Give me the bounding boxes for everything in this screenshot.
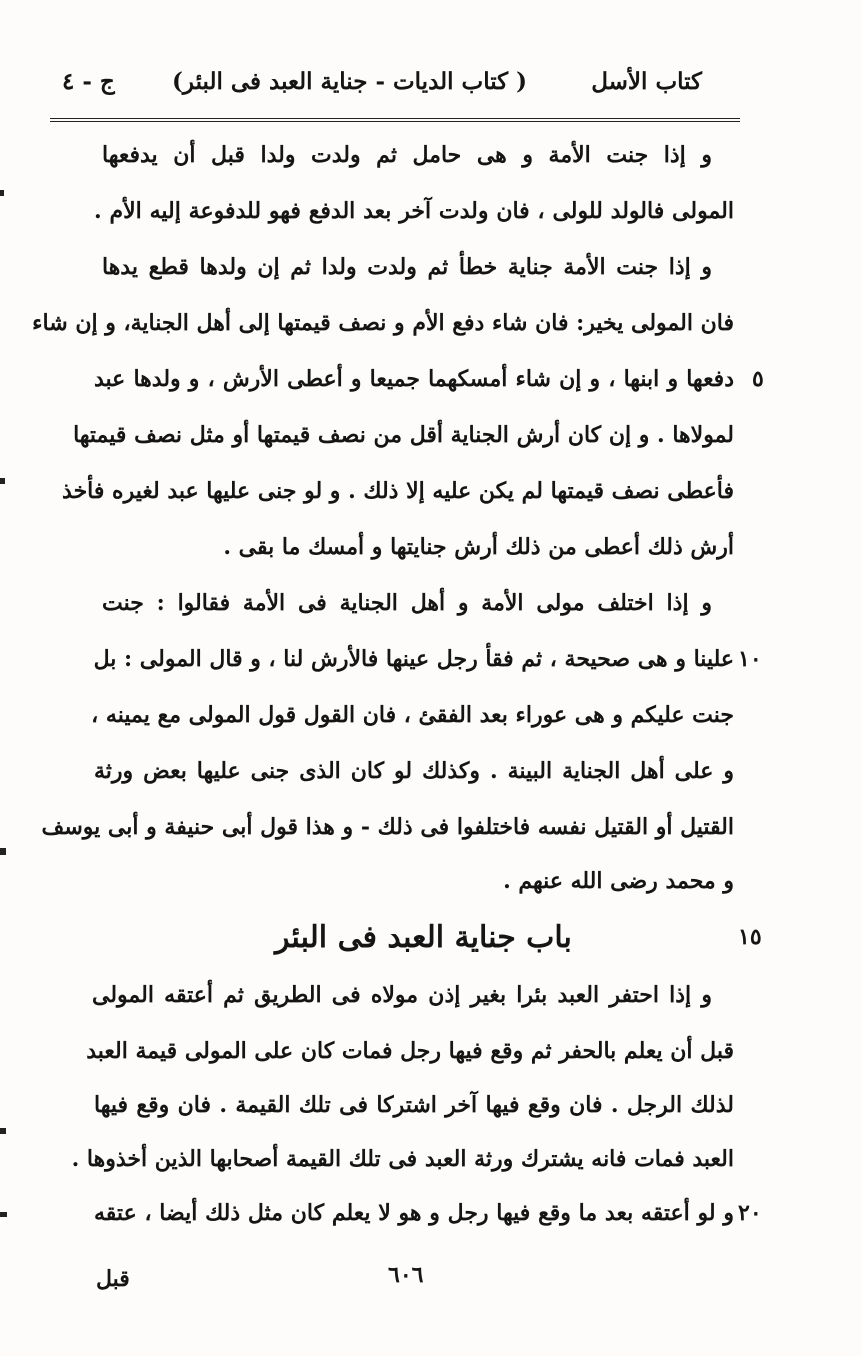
page-number: ٦٠٦ <box>388 1262 424 1288</box>
line-number-10: ١٠ <box>738 646 762 672</box>
text-line-9: و إذا اختلف مولى الأمة و أهل الجناية فى الأمة فقالوا : جنت <box>102 590 712 616</box>
text-line-13: القتيل أو القتيل نفسه فاختلفوا فى ذلك - و هذا قول أبى حنيفة و أبى يوسف <box>41 814 734 840</box>
text-line-11: جنت عليكم و هى عوراء بعد الفقئ ، فان القول قول المولى مع يمينه ، <box>91 702 734 728</box>
scan-mark <box>0 478 5 484</box>
text-line-10: علينا و هى صحيحة ، ثم فقأ رجل عينها فالأرش لنا ، و قال المولى : بل <box>93 646 734 672</box>
scan-mark <box>0 1128 6 1134</box>
scan-mark <box>0 848 6 855</box>
text-line-1: و إذا جنت الأمة و هى حامل ثم ولدت ولدا قبل أن يدفعها <box>102 142 712 168</box>
section-line-3: لذلك الرجل . فان وقع فيها آخر اشتركا فى تلك القيمة . فان وقع فيها <box>94 1092 734 1118</box>
line-number-20: ٢٠ <box>738 1200 762 1226</box>
section-title: باب جناية العبد فى البئر <box>275 920 572 955</box>
header-volume: ج - ٤ <box>62 68 115 95</box>
line-number-15: ١٥ <box>738 924 762 950</box>
line-number-5: ٥ <box>752 366 764 392</box>
text-line-4: فان المولى يخير: فان شاء دفع الأم و نصف قيمتها إلى أهل الجناية، و إن شاء <box>32 310 734 336</box>
scan-mark <box>0 190 4 196</box>
text-line-6: لمولاها . و إن كان أرش الجناية أقل من نصف قيمتها أو مثل نصف قيمتها <box>73 422 734 448</box>
catchword: قبل <box>96 1266 130 1292</box>
header-chapter-title: ( كتاب الديات - جناية العبد فى البئر) <box>172 68 527 95</box>
text-line-14: و محمد رضى الله عنهم . <box>503 868 734 894</box>
section-line-5: و لو أعتقه بعد ما وقع فيها رجل و هو لا يعلم كان مثل ذلك أيضا ، عتقه <box>94 1200 734 1226</box>
section-line-2: قبل أن يعلم بالحفر ثم وقع فيها رجل فمات كان على المولى قيمة العبد <box>86 1038 734 1064</box>
text-line-8: أرش ذلك أعطى من ذلك أرش جنايتها و أمسك ما بقى . <box>223 534 734 560</box>
text-line-12: و على أهل الجناية البينة . وكذلك لو كان الذى جنى عليها بعض ورثة <box>94 758 734 784</box>
text-line-2: المولى فالولد للولى ، فان ولدت آخر بعد الدفع فهو للدفوعة إليه الأم . <box>94 198 734 224</box>
section-line-4: العبد فمات فانه يشترك ورثة العبد فى تلك القيمة أصحابها الذين أخذوها . <box>71 1146 734 1172</box>
section-line-1: و إذا احتفر العبد بئرا بغير إذن مولاه فى الطريق ثم أعتقه المولى <box>92 982 712 1008</box>
text-line-7: فأعطى نصف قيمتها لم يكن عليه إلا ذلك . و لو جنى عليها عبد لغيره فأخذ <box>62 478 734 504</box>
text-line-3: و إذا جنت الأمة جناية خطأ ثم ولدت ولدا ثم إن ولدها قطع يدها <box>102 254 712 280</box>
header-book-title: كتاب الأسل <box>591 68 702 95</box>
header-rule <box>50 118 740 122</box>
scan-mark <box>0 1212 7 1217</box>
text-line-5: دفعها و ابنها ، و إن شاء أمسكهما جميعا و أعطى الأرش ، و ولدها عبد <box>94 366 734 392</box>
